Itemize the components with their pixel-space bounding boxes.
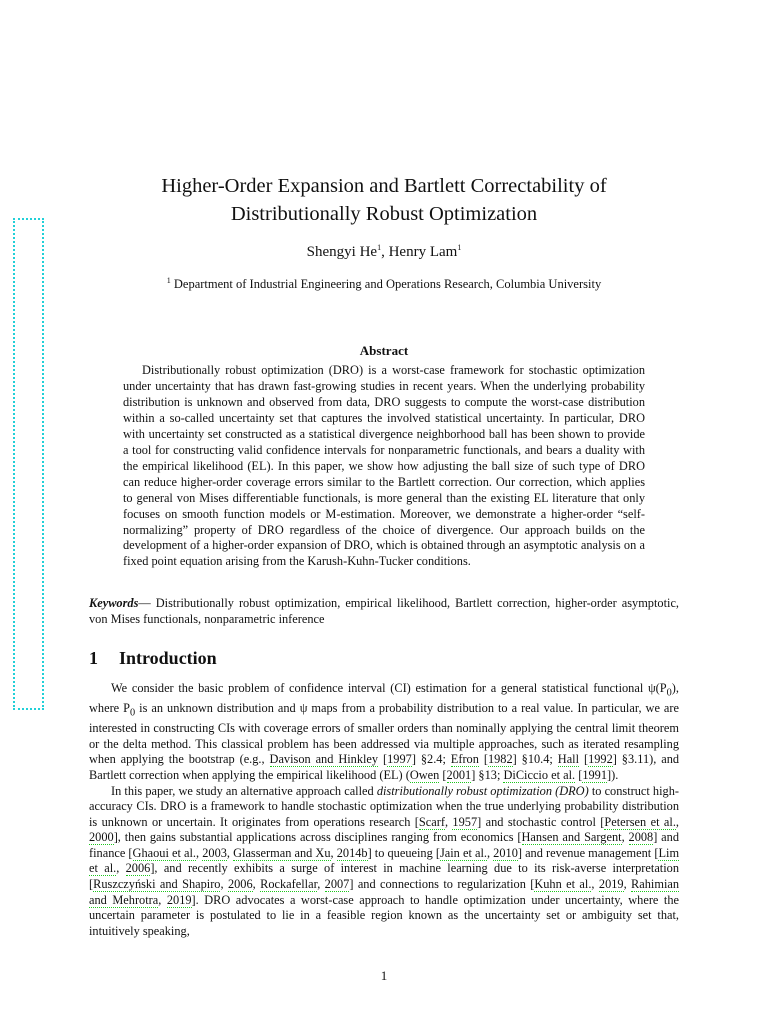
text-run: ], and recently exhibits a surge of interest in machine learning due to its risk-averse interpretation [	[89, 861, 679, 892]
subscript: 0	[130, 707, 136, 719]
text-run: is an unknown distribution and ψ maps from a probability distribution to a real value. In particular, we are interested in constructing CIs with coverage errors of smaller orders than nominally applying the central limit theorem or the delta method. This classical problem has been addressed via multiple approaches, such as iterated resampling when applying the bootstrap (e.g.,	[89, 701, 679, 767]
citation-link[interactable]: Davison and Hinkley	[269, 752, 379, 767]
text-run: In this paper, we study an alternative approach called	[111, 783, 377, 798]
citation-link[interactable]: 2019	[598, 877, 624, 892]
keywords	[89, 595, 679, 627]
abstract-text: Distributionally robust optimization (DRO) is a worst-case framework for stochastic optimization under uncertainty that has drawn fast-growing studies in recent years. When the underlying probability distribution is unknown and observed from data, DRO suggests to compute the worst-case distribution within a so-called uncertainty set that captures the involved statistical uncertainty. In particular, DRO with uncertainty set constructed as a statistical divergence neighborhood ball has been shown to provide a tool for constructing valid confidence intervals for nonparametric functionals, and bears a duality with the empirical likelihood (EL). In this paper, we show how adjusting the ball size of such type of DRO can reduce higher-order coverage errors similar to the Bartlett correction. Our correction, which applies to general von Mises differentiable functionals, is more general than the existing EL literature that only focuses on smooth function models or M-estimation. Moreover, we demonstrate a higher-order “self-normalizing” property of DRO regardless of the choice of divergence. Our approach builds on the development of a higher-order expansion of DRO, which is obtained through an asymptotic analysis on a fixed point equation arising from the Karush-Kuhn-Tucker conditions.	[123, 363, 645, 569]
affiliation-number: 1	[166, 275, 171, 285]
text-run: ] and finance [	[89, 830, 679, 860]
title-line-2: Distributionally Robust Optimization	[230, 203, 538, 225]
subscript: 0	[666, 687, 672, 699]
emphasis: distributionally robust optimization (DRO)	[376, 783, 589, 798]
citation-link[interactable]: 1957	[452, 814, 478, 829]
citation-link[interactable]: 2006	[227, 877, 253, 892]
citation-link[interactable]: 1992	[588, 752, 613, 767]
paragraph: In this paper, we study an alternative approach called distributionally robust optimization (DRO) to construct high-accuracy CIs. DRO is a framework to handle stochastic optimization when the true underlying probability distribution is unknown or uncertain. It originates from operations research [Scarf, 1957] and stochastic control [Petersen et al., 2000], then gains substantial applications across disciplines ranging from economics [Hansen and Sargent, 2008] and finance [Ghaoui et al., 2003, Glasserman and Xu, 2014b] to queueing [Jain et al., 2010] and revenue management [Lim et al., 2006], and recently exhibits a surge of interest in machine learning due to its risk-averse interpretation [Ruszczyński and Shapiro, 2006, Rockafellar, 2007] and connections to regularization [Kuhn et al., 2019, Rahimian and Mehrotra, 2019]. DRO advocates a worst-case approach to handle optimization under uncertainty, where the uncertain parameter is postulated to lie in a feasible region known as the uncertainty set or ambiguity set that, intuitively speaking,	[89, 783, 680, 938]
citation-link[interactable]: 2008	[628, 830, 654, 845]
author-list	[100, 244, 668, 261]
citation-link[interactable]: Rahimian and Mehrotra	[89, 877, 680, 907]
citation-link[interactable]: Hall	[557, 752, 580, 767]
citation-link[interactable]: Hansen and Sargent	[521, 830, 622, 845]
abstract-heading: Abstract	[359, 343, 409, 358]
text-run: ), where P	[89, 681, 679, 716]
text-run: ], then gains substantial applications across disciplines ranging from economics [	[113, 830, 522, 845]
citation-link[interactable]: 2000	[89, 830, 114, 845]
page-number: 1	[380, 968, 388, 983]
section-number: 1	[89, 648, 98, 668]
text-run: ).	[611, 767, 619, 782]
paper-title	[100, 172, 668, 228]
citation-link[interactable]: Owen	[409, 767, 440, 782]
keywords-text: Distributionally robust optimization, empirical likelihood, Bartlett correction, higher-order asymptotic, von Mises functionals, nonparametric inference	[89, 596, 680, 626]
text-run: ,	[226, 845, 234, 860]
author-separator: ,	[381, 244, 389, 260]
citation-link[interactable]: Rockafellar	[260, 877, 318, 892]
affiliation-text: Department of Industrial Engineering and Operations Research, Columbia University	[170, 277, 602, 291]
text-run: to construct high-accuracy CIs. DRO is a framework to handle stochastic optimization when the true underlying probability distribution is unknown or uncertain. It originates from operations research [	[89, 783, 679, 829]
author-name: Henry Lam	[388, 244, 458, 260]
citation-link[interactable]: 1991	[582, 767, 607, 782]
citation-link[interactable]: Glasserman and Xu	[233, 845, 331, 860]
citation-link[interactable]: Jain et al.	[439, 845, 487, 860]
citation-link[interactable]: 2014b	[336, 845, 368, 860]
text-run: We consider the basic problem of confidence interval (CI) estimation for a general statistical functional ψ(P	[111, 681, 667, 695]
citation-link[interactable]: Ruszczyński and Shapiro	[93, 877, 221, 892]
text-run: §10.4;	[516, 752, 558, 767]
author-name: Shengyi He	[306, 244, 378, 260]
citation-link[interactable]: Petersen et al.	[604, 814, 676, 829]
citation-link[interactable]: Ghaoui et al.	[132, 845, 197, 860]
citation-link[interactable]: 2006	[125, 861, 151, 876]
citation-link[interactable]: DiCiccio et al.	[503, 767, 576, 782]
citation-link[interactable]: 2010	[493, 845, 518, 860]
citation-link[interactable]: 2003	[202, 845, 227, 860]
text-run: ] to queueing [	[367, 845, 440, 860]
paragraph: We consider the basic problem of confidence interval (CI) estimation for a general statistical functional $\psi(P_0)$, where $P_0$ is an unknown distribution and ψ maps from a probability distribution to a real value. In particular, we are interested in constructing CIs with coverage errors of smaller orders than nominally applying the central limit theorem or the delta method. This classical problem has been addressed via multiple approaches, such as iterated resampling when applying the bootstrap (e.g., Davison and Hinkley [1997] §2.4; Efron [1982] §10.4; Hall [1992] §3.11), and Bartlett correction when applying the empirical likelihood (EL) (Owen [2001] §13; DiCiccio et al. [1991]).	[89, 681, 680, 782]
text-run: §13;	[475, 767, 504, 782]
text-run: §3.11), and Bartlett correction when applying the empirical likelihood (EL) (	[89, 752, 680, 782]
text-run: ] and stochastic control [	[477, 814, 605, 829]
text-run: ,	[623, 877, 632, 892]
affiliation-marker[interactable]: 1	[457, 243, 462, 252]
citation-link[interactable]: Efron	[450, 752, 479, 767]
text-run: ] and revenue management [	[517, 845, 659, 860]
citation-link[interactable]: 2019	[166, 892, 192, 907]
section-heading	[89, 648, 217, 669]
affiliation-marker[interactable]: 1	[377, 243, 382, 252]
citation-link[interactable]: 2001	[446, 767, 472, 782]
keywords-dash: —	[138, 596, 156, 610]
section-title: Introduction	[119, 648, 217, 668]
affiliation	[100, 277, 668, 292]
arxiv-link-box[interactable]	[13, 218, 44, 710]
introduction-body	[89, 681, 679, 939]
text-run: ,	[252, 877, 261, 892]
citation-link[interactable]: Scarf	[418, 814, 445, 829]
title-line-1: Higher-Order Expansion and Bartlett Correctability of	[161, 175, 607, 197]
citation-link[interactable]: 1997	[387, 752, 412, 767]
citation-link[interactable]: Kuhn et al.	[534, 877, 592, 892]
citation-link[interactable]: 1982	[487, 752, 513, 767]
text-run: ]. DRO advocates a worst-case approach to handle optimization under uncertainty, where the uncertain parameter is postulated to lie in a feasible region known as the uncertainty set or ambiguity set that, intuitively speaking,	[89, 892, 679, 938]
citation-link[interactable]: Lim et al.	[89, 845, 680, 876]
text-run: ] and connections to regularization [	[349, 877, 535, 892]
text-run: §2.4;	[415, 752, 451, 767]
citation-link[interactable]: 2007	[324, 877, 350, 892]
keywords-label: Keywords	[89, 596, 139, 610]
